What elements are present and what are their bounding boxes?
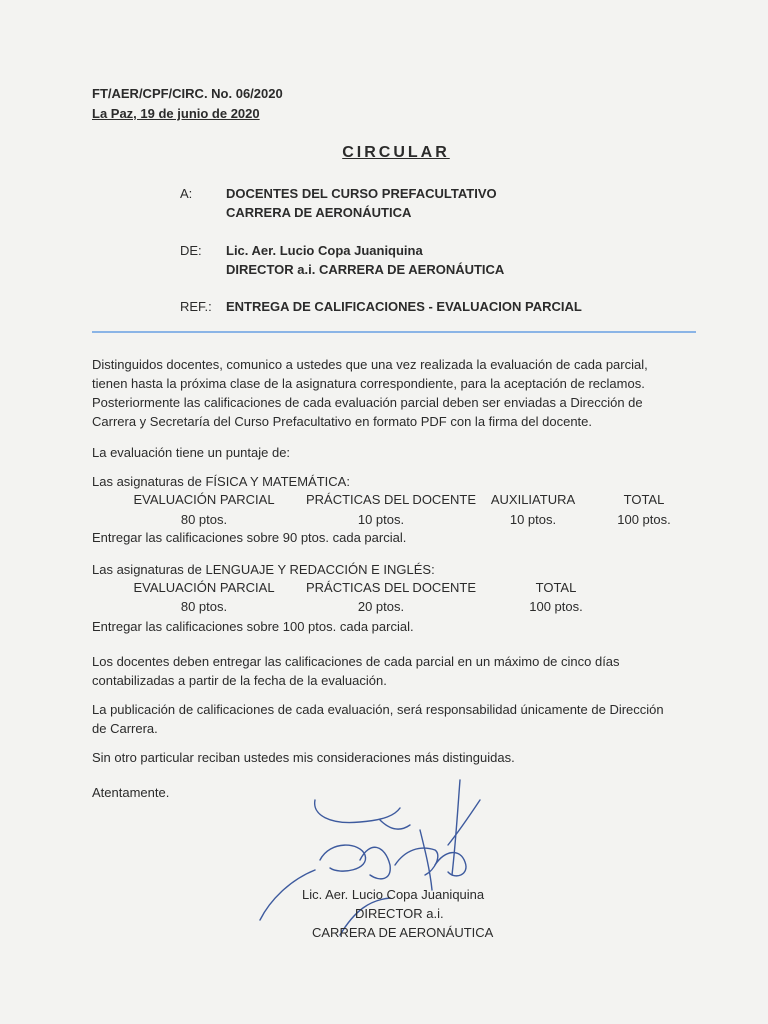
deadline-line: Los docentes deben entregar las calificaciones de cada parcial en un máximo de cinco días <box>92 654 620 669</box>
group2-header-partial: EVALUACIÓN PARCIAL <box>133 580 275 595</box>
group1-value-practices: 10 ptos. <box>357 512 405 527</box>
group2-header-total: TOTAL <box>535 580 577 595</box>
group2-header-practices: PRÁCTICAS DEL DOCENTE <box>306 580 476 595</box>
group1-header-practices: PRÁCTICAS DEL DOCENTE <box>306 492 476 507</box>
to-line-2: CARRERA DE AERONÁUTICA <box>226 205 412 220</box>
document-code: FT/AER/CPF/CIRC. No. 06/2020 <box>92 86 283 101</box>
group1-heading: Las asignaturas de FÍSICA Y MATEMÁTICA: <box>92 474 350 489</box>
from-line-2: DIRECTOR a.i. CARRERA DE AERONÁUTICA <box>226 262 505 277</box>
from-line-1: Lic. Aer. Lucio Copa Juaniquina <box>226 243 423 258</box>
deadline-paragraph <box>92 652 700 690</box>
group2-value-total: 100 ptos. <box>529 599 583 614</box>
publication-line: La publicación de calificaciones de cada evaluación, será responsabilidad únicamente de Dirección <box>92 702 664 717</box>
to-line-1: DOCENTES DEL CURSO PREFACULTATIVO <box>226 186 497 201</box>
deadline-line: contabilizadas a partir de la fecha de la evaluación. <box>92 673 387 688</box>
group1-header-auxiliatura: AUXILIATURA <box>490 492 576 507</box>
group2-note: Entregar las calificaciones sobre 100 ptos. cada parcial. <box>92 619 414 634</box>
closing-line: Sin otro particular reciban ustedes mis consideraciones más distinguidas. <box>92 750 515 765</box>
score-intro: La evaluación tiene un puntaje de: <box>92 445 291 460</box>
ref-label: REF.: <box>180 299 212 314</box>
intro-paragraph <box>92 355 700 431</box>
salutation: Atentamente. <box>92 785 170 800</box>
intro-line: Posteriormente las calificaciones de cada evaluación parcial deben ser enviadas a Dirección de <box>92 395 643 410</box>
group1-note: Entregar las calificaciones sobre 90 ptos. cada parcial. <box>92 530 407 545</box>
publication-paragraph <box>92 700 700 738</box>
intro-line: tienen hasta la próxima clase de la asignatura correspondiente, para la aceptación de reclamos. <box>92 376 645 391</box>
group1-value-total: 100 ptos. <box>617 512 671 527</box>
group2-value-partial: 80 ptos. <box>180 599 228 614</box>
intro-line: Distinguidos docentes, comunico a ustedes que una vez realizada la evaluación de cada parcial, <box>92 357 648 372</box>
group2-value-practices: 20 ptos. <box>357 599 405 614</box>
intro-line: Carrera y Secretaría del Curso Prefacultativo en formato PDF con la firma del docente. <box>92 414 592 429</box>
group1-header-total: TOTAL <box>623 492 665 507</box>
publication-line: de Carrera. <box>92 721 158 736</box>
header-divider <box>92 331 696 333</box>
group1-value-partial: 80 ptos. <box>180 512 228 527</box>
group1-header-partial: EVALUACIÓN PARCIAL <box>133 492 275 507</box>
group1-value-auxiliatura: 10 ptos. <box>509 512 557 527</box>
signer-unit: CARRERA DE AERONÁUTICA <box>312 925 494 940</box>
to-label: A: <box>180 186 193 201</box>
group2-heading: Las asignaturas de LENGUAJE Y REDACCIÓN E INGLÉS: <box>92 562 435 577</box>
ref-value: ENTREGA DE CALIFICACIONES - EVALUACION PARCIAL <box>226 299 582 314</box>
signer-name: Lic. Aer. Lucio Copa Juaniquina <box>302 887 485 902</box>
signer-role: DIRECTOR a.i. <box>355 906 444 921</box>
from-label: DE: <box>180 243 202 258</box>
document-date: La Paz, 19 de junio de 2020 <box>92 106 260 121</box>
document-title: CIRCULAR <box>342 144 450 161</box>
